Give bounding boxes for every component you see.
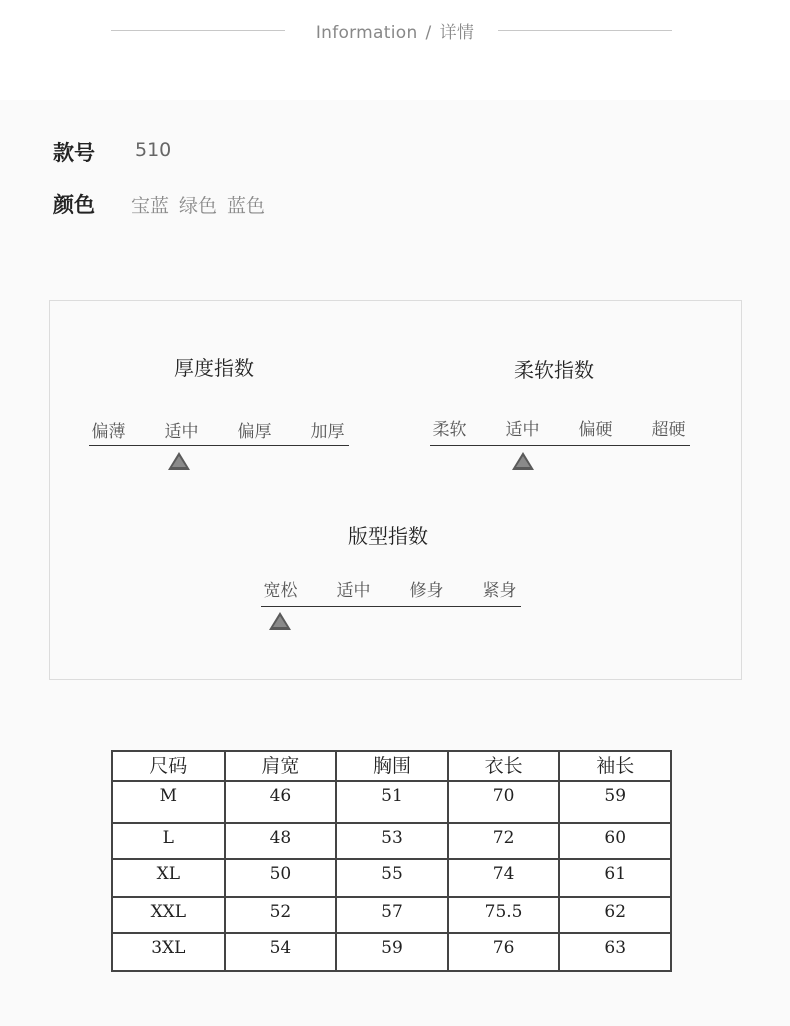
- table-cell: 52: [225, 897, 337, 933]
- table-cell: 55: [336, 859, 448, 897]
- fit-option: 适中: [336, 581, 371, 601]
- fit-scale-line: [261, 606, 521, 607]
- table-row: [112, 823, 671, 859]
- thickness-option: 偏薄: [91, 422, 126, 442]
- thickness-option: 适中: [164, 422, 199, 442]
- softness-marker-icon: [512, 452, 534, 470]
- table-cell: 53: [336, 823, 448, 859]
- size-chart-header-row: [112, 751, 671, 781]
- sleeve-column-header: 袖长: [559, 751, 671, 781]
- table-cell: 61: [559, 859, 671, 897]
- chest-column-header: 胸围: [336, 751, 448, 781]
- thickness-scale-line: [89, 445, 349, 446]
- fit-option: 修身: [409, 581, 444, 601]
- section-title-en: Information: [315, 23, 418, 43]
- thickness-option: 偏厚: [237, 422, 272, 442]
- fit-scale: [244, 576, 536, 601]
- softness-option: 超硬: [651, 420, 686, 440]
- color-option: 绿色: [179, 195, 218, 217]
- table-cell: 75.5: [448, 897, 560, 933]
- softness-index-title: 柔软指数: [514, 358, 594, 382]
- table-cell: L: [112, 823, 225, 859]
- thickness-scale: [72, 417, 364, 442]
- fit-option: 紧身: [482, 581, 517, 601]
- table-cell: 3XL: [112, 933, 225, 971]
- table-cell: XL: [112, 859, 225, 897]
- table-cell: 60: [559, 823, 671, 859]
- section-title: [0, 18, 790, 43]
- length-column-header: 衣长: [448, 751, 560, 781]
- fit-option: 宽松: [263, 581, 298, 601]
- softness-option: 柔软: [432, 420, 467, 440]
- table-cell: 54: [225, 933, 337, 971]
- thickness-option: 加厚: [310, 422, 345, 442]
- table-cell: 59: [336, 933, 448, 971]
- style-no-value: 510: [135, 139, 172, 161]
- table-cell: XXL: [112, 897, 225, 933]
- table-cell: 57: [336, 897, 448, 933]
- table-row: [112, 781, 671, 823]
- shoulder-column-header: 肩宽: [225, 751, 337, 781]
- style-no-label: 款号: [53, 141, 95, 165]
- softness-scale: [413, 415, 705, 440]
- color-options: [131, 191, 275, 218]
- section-title-separator: /: [425, 23, 432, 43]
- table-row: [112, 859, 671, 897]
- table-cell: 72: [448, 823, 560, 859]
- table-row: [112, 933, 671, 971]
- header-band: [0, 0, 790, 100]
- table-cell: 74: [448, 859, 560, 897]
- section-title-cn: 详情: [439, 23, 475, 43]
- table-cell: 48: [225, 823, 337, 859]
- size-column-header: 尺码: [112, 751, 225, 781]
- table-cell: 46: [225, 781, 337, 823]
- softness-option: 适中: [505, 420, 540, 440]
- color-option: 宝蓝: [131, 195, 170, 217]
- table-cell: 76: [448, 933, 560, 971]
- table-cell: 70: [448, 781, 560, 823]
- size-chart-table: [111, 750, 672, 972]
- table-cell: 63: [559, 933, 671, 971]
- thickness-marker-icon: [168, 452, 190, 470]
- table-cell: M: [112, 781, 225, 823]
- fit-index-title: 版型指数: [348, 524, 428, 548]
- fit-marker-icon: [269, 612, 291, 630]
- color-option: 蓝色: [227, 195, 266, 217]
- fabric-index-panel: [49, 300, 742, 680]
- thickness-index-title: 厚度指数: [174, 356, 254, 380]
- table-cell: 62: [559, 897, 671, 933]
- softness-option: 偏硬: [578, 420, 613, 440]
- softness-scale-line: [430, 445, 690, 446]
- table-row: [112, 897, 671, 933]
- color-label: 颜色: [53, 193, 95, 217]
- table-cell: 59: [559, 781, 671, 823]
- table-cell: 50: [225, 859, 337, 897]
- table-cell: 51: [336, 781, 448, 823]
